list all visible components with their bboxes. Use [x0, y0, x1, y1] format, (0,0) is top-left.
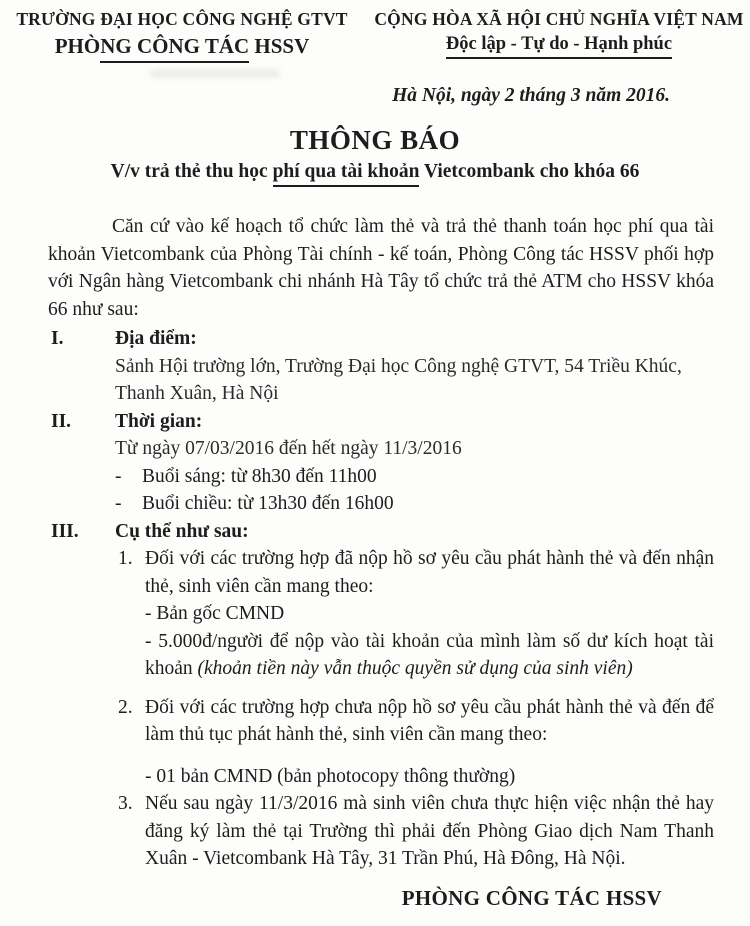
office-name-pre: PHÒ [54, 34, 101, 58]
list-item-2-body [145, 694, 714, 791]
national-motto [373, 34, 745, 55]
list-item-1 [48, 545, 714, 683]
dash-glyph: - [115, 493, 122, 514]
section-location-address: Sảnh Hội trường lớn, Trường Đại học Công nghệ GTVT, 54 Triều Khúc, Thanh Xuân, Hà Nội [115, 355, 682, 404]
time-bullet-morning-text: Buổi sáng: từ 8h30 đến 11h00 [142, 465, 377, 487]
document-title: THÔNG BÁO [289, 125, 461, 155]
section-time-numeral: II. [51, 410, 72, 432]
list-item-1-sub-b [145, 628, 714, 683]
dash-glyph: - [115, 465, 122, 487]
list-item-1-sub-b-text: - 5.000đ/người để nộp vào tài khoản của mình làm số dư kích hoạt tài khoản [145, 630, 714, 679]
time-bullet-morning [115, 463, 714, 491]
document-header [0, 0, 750, 59]
time-bullet-afternoon [115, 490, 714, 518]
subtitle-pre: V/v trả thẻ thu học [110, 161, 273, 182]
list-item-3-text: Nếu sau ngày 11/3/2016 mà sinh viên chưa thực hiện việc nhận thẻ hay đăng ký làm thẻ tại Trường thì phải đến Phòng Giao dịch Nam Thanh Xuân - Vietcombank Hà Tây, 31 Trần Phú, Hà Đông, Hà Nội. [145, 793, 714, 869]
document-subtitle [0, 161, 750, 183]
list-item-3-number: 3. [118, 793, 133, 814]
sections-container [48, 325, 714, 873]
list-item-2-number: 2. [118, 696, 133, 718]
office-name-post: HSSV [249, 34, 310, 58]
section-details-numeral: III. [51, 520, 79, 542]
section-details [48, 518, 714, 546]
national-motto-block [373, 9, 745, 59]
office-name [6, 34, 358, 59]
list-item-1-number: 1. [118, 548, 133, 569]
section-location-heading: Địa điểm: [115, 328, 197, 349]
time-bullet-afternoon-text: Buổi chiều: từ 13h30 đến 16h00 [142, 493, 394, 514]
scan-artifact [150, 70, 280, 77]
intro-paragraph: Căn cứ vào kế hoạch tổ chức làm thẻ và trả thẻ thanh toán học phí qua tài khoản Vietcombank của Phòng Tài chính - kế toán, Phòng Công tác HSSV phối hợp với Ngân hàng Vietcombank chi nhánh Hà Tây tổ chức trả thẻ ATM cho HSSV khóa 66 như sau: [48, 216, 714, 320]
signature-office: PHÒNG CÔNG TÁC HSSV [401, 885, 662, 910]
list-item-2-sub-a: - 01 bản CMND (bản photocopy thông thường) [145, 765, 516, 787]
section-time-heading: Thời gian: [115, 410, 203, 432]
subtitle-underlined: phí qua tài khoản [273, 161, 420, 187]
university-name: TRƯỜNG ĐẠI HỌC CÔNG NGHỆ GTVT [16, 9, 348, 29]
section-time [48, 408, 714, 518]
country-title: CỘNG HÒA XÃ HỘI CHỦ NGHĨA VIỆT NAM [374, 9, 744, 29]
section-location-body [115, 325, 714, 408]
subtitle-post: Vietcombank cho khóa 66 [419, 161, 640, 182]
section-details-heading: Cụ thể như sau: [115, 520, 249, 542]
list-item-1-sub-b-note: (khoản tiền này vẫn thuộc quyền sử dụng của sinh viên) [197, 658, 633, 679]
section-location [48, 325, 714, 408]
list-item-2-text: Đối với các trường hợp chưa nộp hồ sơ yêu cầu phát hành thẻ và đến để làm thủ tục phát hành thẻ, sinh viên cần mang theo: [145, 696, 714, 745]
section-time-body [115, 408, 714, 518]
office-name-underlined: NG CÔNG TÁC [100, 34, 249, 63]
section-details-body [115, 518, 714, 546]
list-item-1-body [145, 545, 714, 683]
list-item-3-body [145, 790, 714, 873]
dateline: Hà Nội, ngày 2 tháng 3 năm 2016. [392, 85, 670, 106]
section-location-numeral: I. [51, 328, 64, 349]
motto-text: Độc lập - Tự do - Hạnh phúc [446, 34, 672, 59]
list-item-1-text: Đối với các trường hợp đã nộp hồ sơ yêu cầu phát hành thẻ và đến nhận thẻ, sinh viên cần mang theo: [145, 548, 714, 597]
issuing-office-block [6, 9, 358, 59]
section-time-range: Từ ngày 07/03/2016 đến hết ngày 11/3/2016 [115, 438, 462, 459]
list-item-2 [48, 694, 714, 791]
list-item-3 [48, 790, 714, 873]
list-item-1-sub-a: - Bản gốc CMND [145, 603, 285, 624]
